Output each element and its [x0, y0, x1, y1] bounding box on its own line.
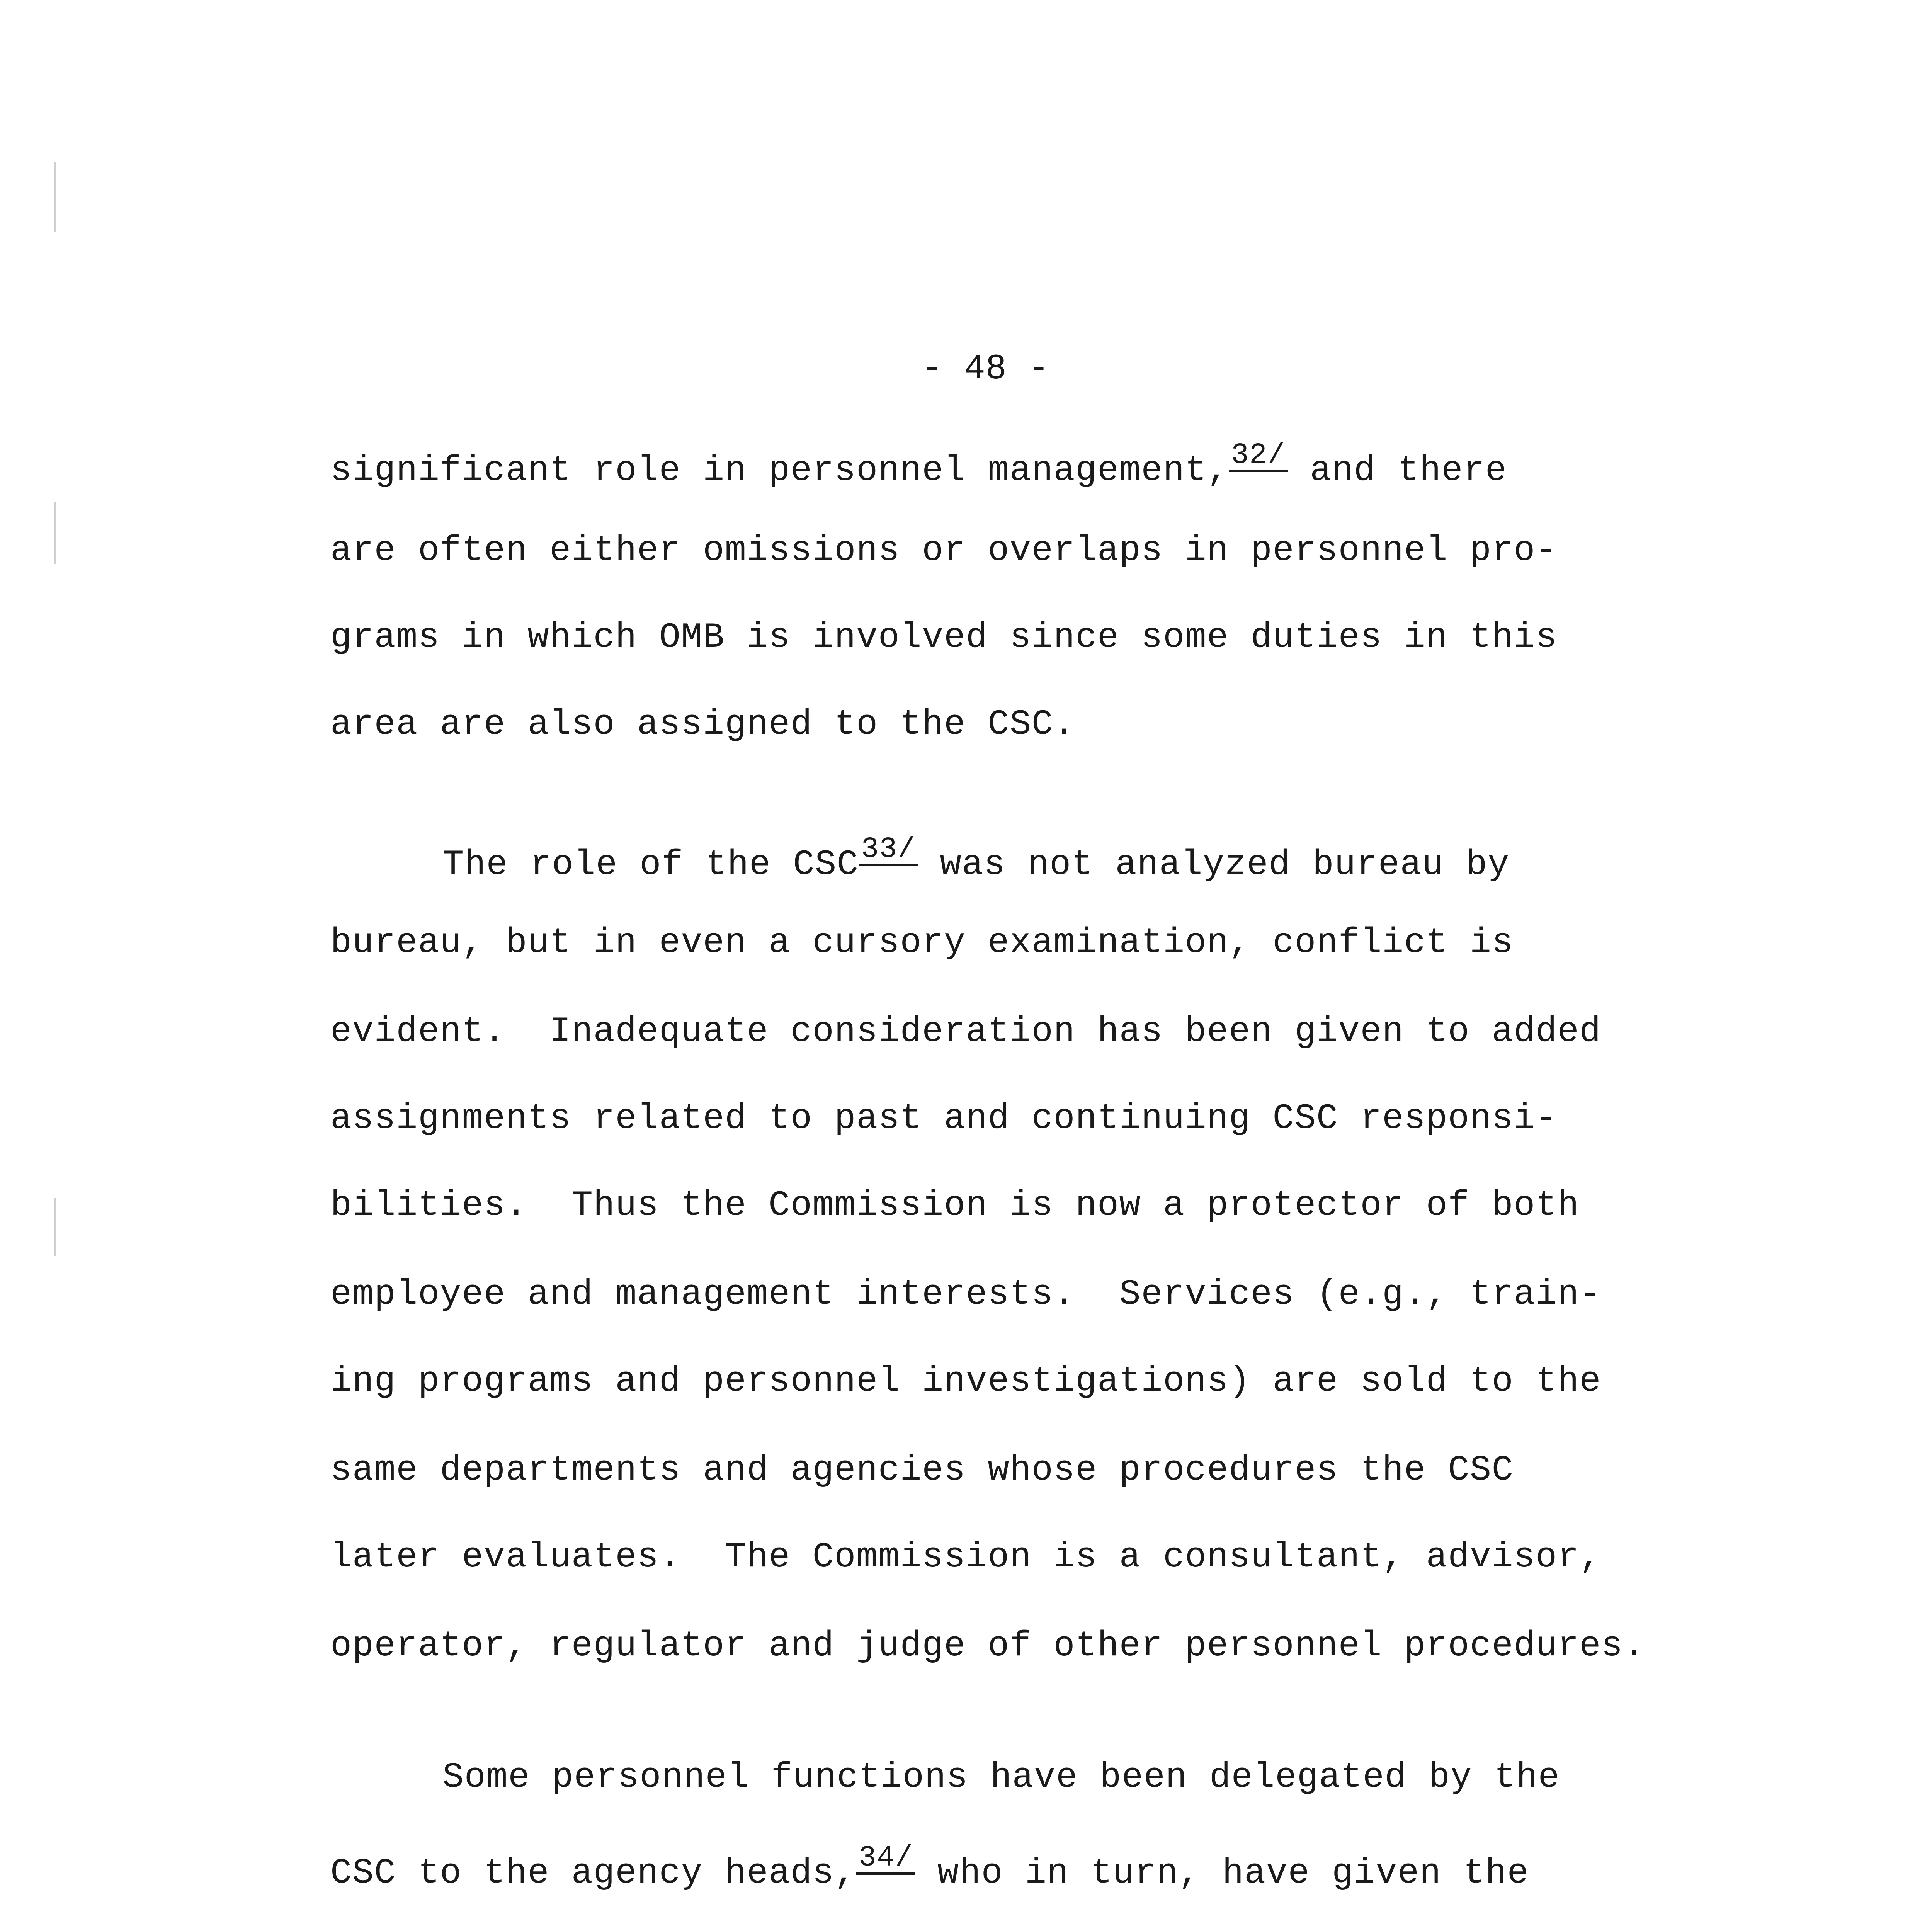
paragraph-2-line-4: assignments related to past and continuing CSC responsi-: [330, 1098, 1558, 1139]
paragraph-2-line-2: bureau, but in even a cursory examination, conflict is: [330, 922, 1514, 963]
footnote-marker: 32/: [1229, 440, 1288, 472]
line-text: and there: [1288, 450, 1507, 491]
paragraph-2-line-3: evident. Inadequate consideration has been given to added: [330, 1011, 1602, 1052]
paragraph-2-line-1: [442, 835, 1510, 886]
paragraph-1-line-4: area are also assigned to the CSC.: [330, 704, 1076, 745]
line-text: significant role in personnel management,: [330, 450, 1229, 491]
line-text: who in turn, have given the: [915, 1853, 1529, 1893]
paragraph-2-line-10: operator, regulator and judge of other personnel procedures.: [330, 1626, 1645, 1666]
scan-artifact: [54, 1198, 56, 1256]
scan-artifact: [54, 502, 56, 564]
paragraph-3-line-2: [330, 1843, 1529, 1895]
paragraph-2-line-5: bilities. Thus the Commission is now a protector of both: [330, 1185, 1580, 1226]
paragraph-1-line-2: are often either omissions or overlaps in personnel pro-: [330, 530, 1558, 571]
line-text: was not analyzed bureau by: [918, 844, 1510, 885]
paragraph-2-line-6: employee and management interests. Services (e.g., train-: [330, 1274, 1602, 1315]
paragraph-1-line-1: [330, 440, 1507, 492]
paragraph-3-line-1: Some personnel functions have been delegated by the: [442, 1757, 1560, 1798]
page-number: - 48 -: [921, 349, 1049, 389]
line-text: The role of the CSC: [442, 844, 859, 885]
line-text: CSC to the agency heads,: [330, 1853, 857, 1893]
footnote-marker: 34/: [856, 1843, 915, 1875]
paragraph-2-line-8: same departments and agencies whose procedures the CSC: [330, 1450, 1514, 1490]
paragraph-1-line-3: grams in which OMB is involved since some duties in this: [330, 617, 1558, 658]
scan-artifact: [54, 162, 56, 232]
footnote-marker: 33/: [859, 835, 918, 866]
paragraph-2-line-7: ing programs and personnel investigations) are sold to the: [330, 1361, 1602, 1401]
paragraph-2-line-9: later evaluates. The Commission is a consultant, advisor,: [330, 1537, 1602, 1577]
